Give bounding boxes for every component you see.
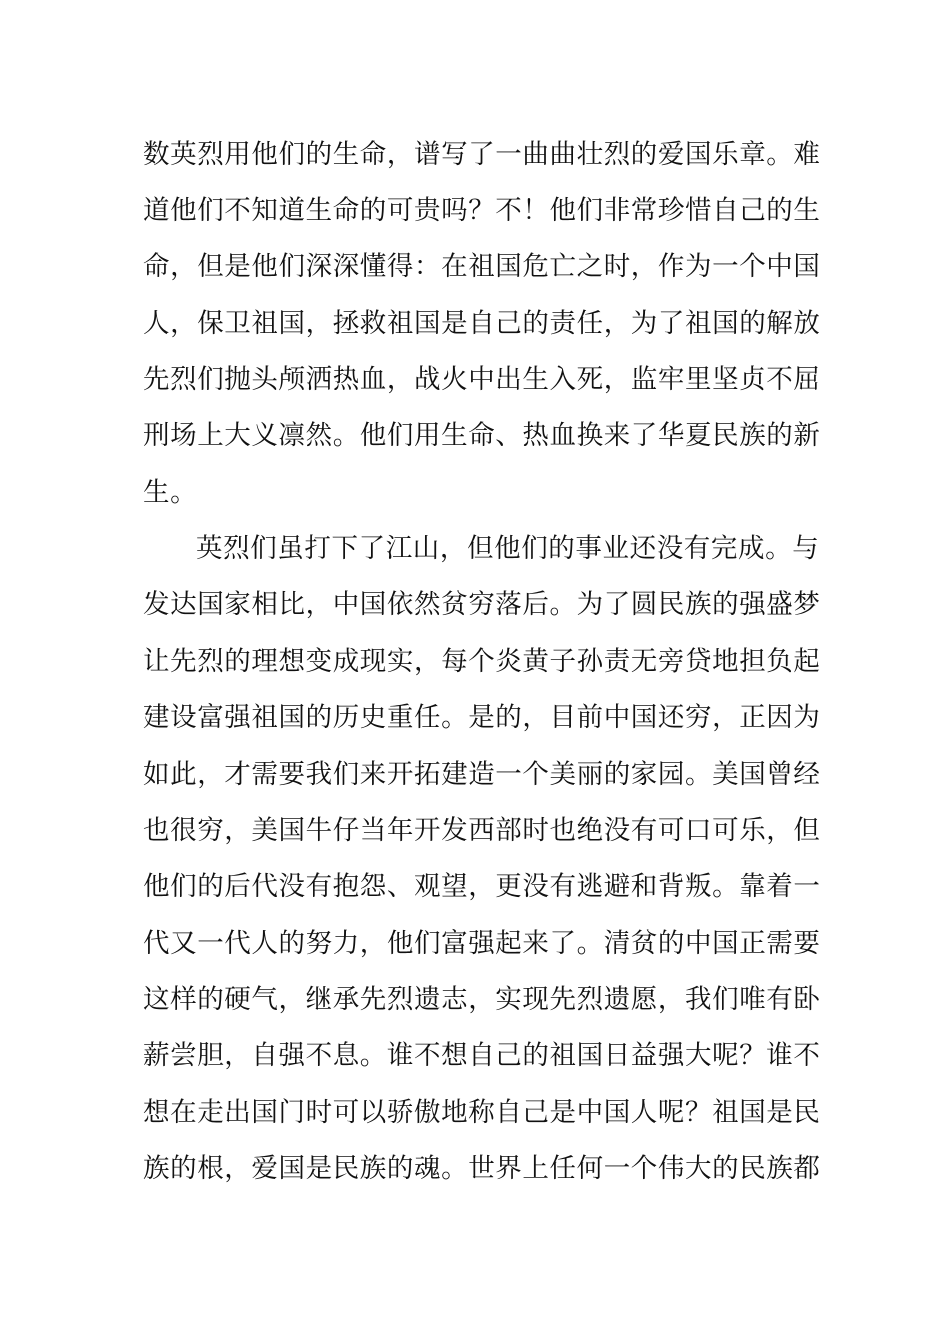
text-line: 他们的后代没有抱怨、观望，更没有逃避和背叛。靠着一 xyxy=(143,871,821,902)
text-line: 建设富强祖国的历史重任。是的，目前中国还穷，正因为 xyxy=(143,702,821,733)
text-line: 先烈们抛头颅洒热血，战火中出生入死，监牢里坚贞不屈 xyxy=(143,364,821,395)
text-line: 人，保卫祖国，拯救祖国是自己的责任，为了祖国的解放 xyxy=(143,308,821,339)
text-line: 命，但是他们深深懂得：在祖国危亡之时，作为一个中国 xyxy=(143,251,821,282)
text-line: 族的根，爱国是民族的魂。世界上任何一个伟大的民族都 xyxy=(143,1153,821,1184)
text-line: 如此，才需要我们来开拓建造一个美丽的家园。美国曾经 xyxy=(143,759,821,790)
text-line: 这样的硬气，继承先烈遗志，实现先烈遗愿，我们唯有卧 xyxy=(143,984,821,1015)
text-line: 发达国家相比，中国依然贫穷落后。为了圆民族的强盛梦 xyxy=(143,589,821,620)
text-line: 数英烈用他们的生命，谱写了一曲曲壮烈的爱国乐章。难 xyxy=(143,139,821,170)
text-line: 生。 xyxy=(143,477,198,508)
text-line: 让先烈的理想变成现实，每个炎黄子孙责无旁贷地担负起 xyxy=(143,646,821,677)
text-line: 道他们不知道生命的可贵吗？不！他们非常珍惜自己的生 xyxy=(143,195,821,226)
text-line: 也很穷，美国牛仔当年开发西部时也绝没有可口可乐，但 xyxy=(143,815,821,846)
text-line: 代又一代人的努力，他们富强起来了。清贫的中国正需要 xyxy=(143,928,821,959)
text-line: 想在走出国门时可以骄傲地称自己是中国人呢？祖国是民 xyxy=(143,1097,821,1128)
text-line: 薪尝胆，自强不息。谁不想自己的祖国日益强大呢？谁不 xyxy=(143,1040,821,1071)
paragraph-first-line: 英烈们虽打下了江山，但他们的事业还没有完成。与 xyxy=(196,533,820,564)
text-line: 刑场上大义凛然。他们用生命、热血换来了华夏民族的新 xyxy=(143,420,821,451)
